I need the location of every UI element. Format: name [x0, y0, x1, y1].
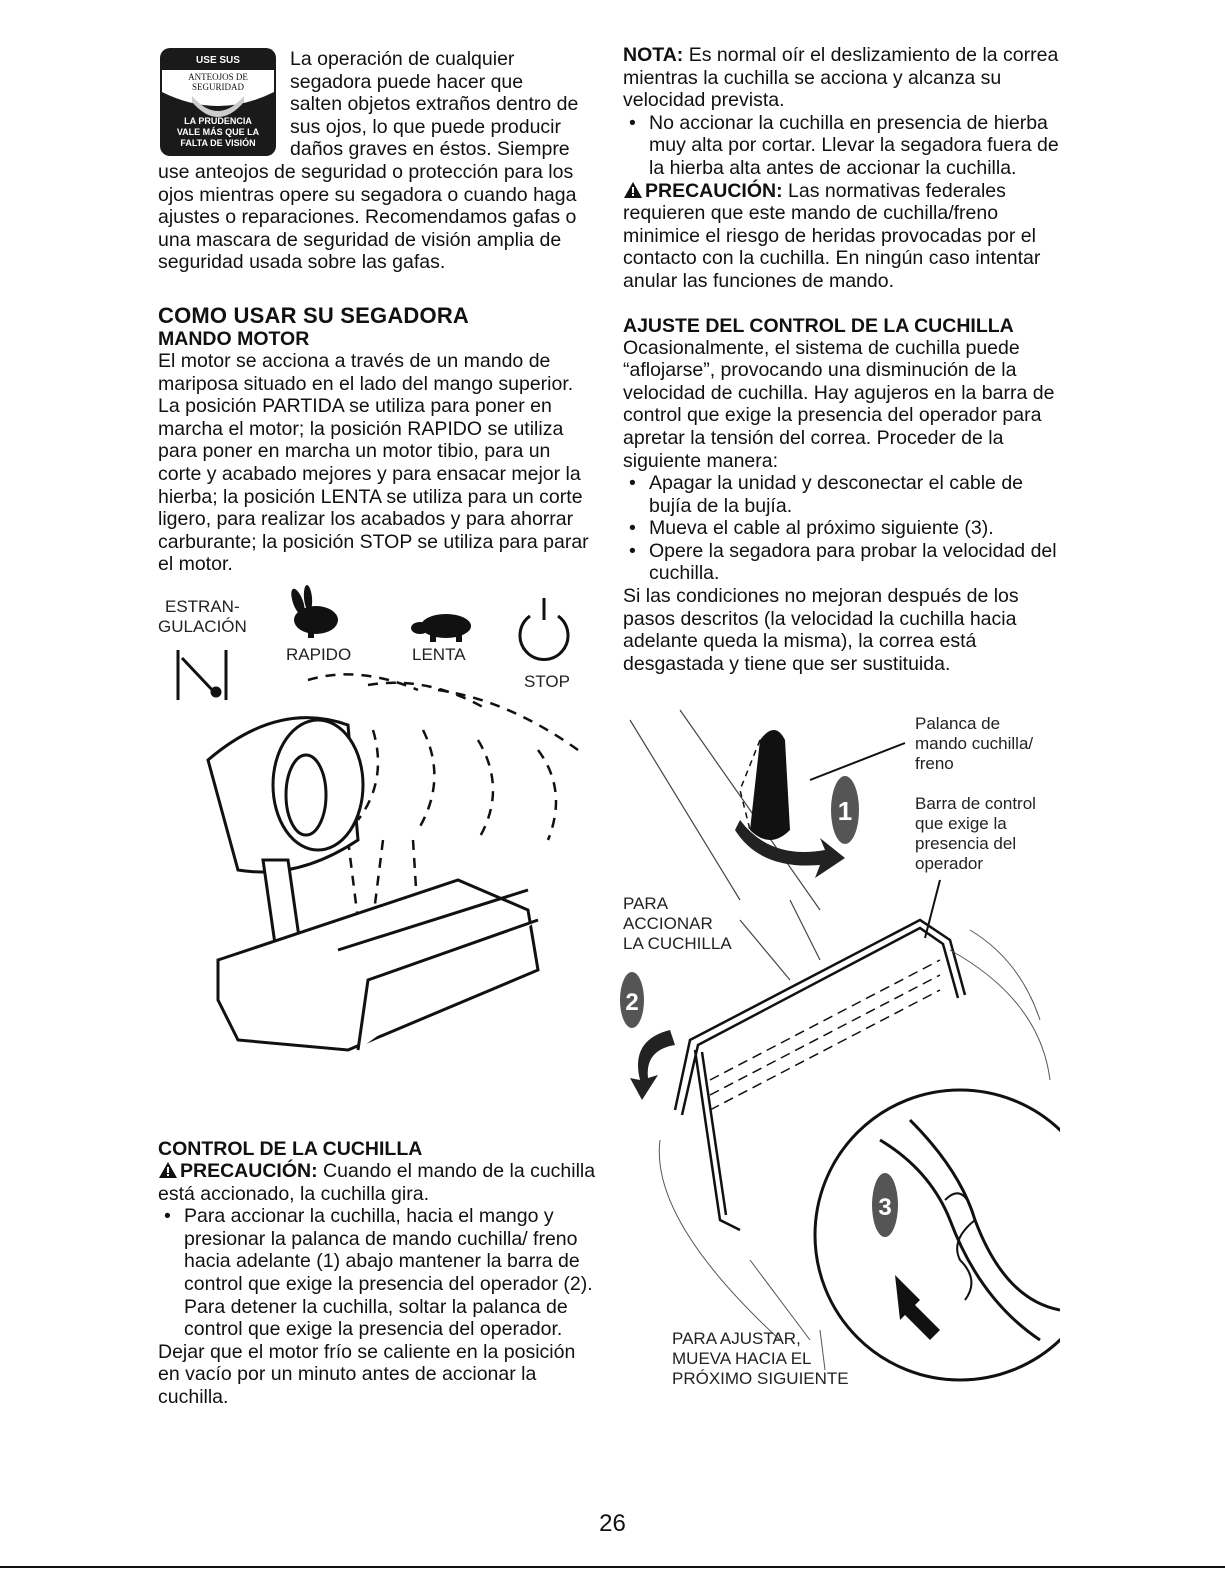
note-paragraph: [623, 44, 1063, 112]
step-2-number: 2: [625, 989, 639, 1016]
badge-top-text: USE SUS: [196, 55, 240, 66]
engage-label-3: LA CUCHILLA: [623, 934, 732, 953]
warning-icon: [158, 1161, 178, 1179]
bar-label-4: operador: [915, 854, 984, 873]
right-caution-paragraph: [623, 180, 1063, 293]
adjust-step-3: • Opere la segadora para probar la velocidad del cuchilla.: [629, 539, 1057, 585]
engage-label-2: ACCIONAR: [623, 914, 713, 933]
engage-label-1: PARA: [623, 894, 669, 913]
right-caution-text: Las normativas federales requieren que este mando de cuchilla/freno minimice el riesgo de heridas provocadas por el contacto con la cuchilla. En ningún caso intentar anular las funciones de mando.: [623, 179, 1041, 292]
bottom-rule: [0, 1566, 1225, 1568]
right-bullet-tall-grass-text: No accionar la cuchilla en presencia de hierba muy alta por cortar. Llevar la segadora fuera de la hierba alta antes de accionar la cuchilla.: [649, 111, 1059, 179]
brake-lever-icon: [740, 730, 790, 840]
lever-label-3: freno: [915, 754, 954, 773]
page-number: 26: [599, 1510, 626, 1537]
intro-line-5: daños graves en éstos. Siempre: [290, 138, 570, 161]
step-1-number: 1: [837, 796, 853, 826]
choke-label-1: ESTRAN-: [165, 597, 240, 616]
left-caution-paragraph: [158, 1160, 598, 1205]
intro-line-4: sus ojos, lo que puede producir: [290, 115, 562, 138]
choke-label-2: GULACIÓN: [158, 617, 247, 636]
note-label: NOTA:: [623, 44, 684, 66]
bar-label-1: Barra de control: [915, 794, 1036, 813]
throttle-lever: [218, 860, 538, 1050]
step-2-badge: [620, 972, 644, 1028]
throttle-knob: [208, 718, 363, 872]
choke-icon: [178, 650, 226, 700]
safety-glasses-badge: [158, 46, 278, 158]
intro-wrap-lines: [290, 48, 610, 161]
intro-line-2: segadora puede hacer que: [290, 70, 524, 93]
intro-line-3: salten objetos extraños dentro de: [290, 93, 579, 116]
note-text: Es normal oír el deslizamiento de la correa mientras la cuchilla se acciona y alcanza su velocidad prevista.: [623, 44, 1059, 112]
right-bullet-tall-grass: • No accionar la cuchilla en presencia de hierba muy alta por cortar. Llevar la segadora fuera de la hierba alta antes de accionar la cuchilla.: [629, 111, 1059, 179]
motor-paragraph: El motor se acciona a través de un mando de mariposa situado en el lado del mango superior. La posición PARTIDA se utiliza para poner en marcha el motor; la posición RAPIDO se utiliza para poner en marcha un motor tibio, para un corte y acabado mejores y para ensacar mejor la hierba; la posición LENTA se utiliza para un corte ligero, para realizar los acabados y para ahorrar carburante; la posición STOP se utiliza para parar el motor.: [158, 349, 589, 576]
adjust-label-1: PARA AJUSTAR,: [672, 1329, 801, 1348]
intro-line-1: La operación de cualquier: [290, 48, 515, 70]
bar-dashes: [710, 960, 940, 1110]
adjust-step-3-text: Opere la segadora para probar la velocidad del cuchilla.: [649, 539, 1057, 585]
adjust-step-1: • Apagar la unidad y desconectar el cable de bujía de la bujía.: [629, 472, 1024, 517]
stop-label: STOP: [524, 672, 570, 691]
stop-power-icon: [520, 598, 568, 659]
throttle-control-figure: [158, 580, 598, 1100]
right-column: [623, 44, 1063, 675]
adjust-step-2: • Mueva el cable al próximo siguiente (3).: [629, 517, 994, 540]
right-caution-label: PRECAUCIÓN:: [645, 179, 783, 202]
left-bullet-1-text: Para accionar la cuchilla, hacia el mango y presionar la palanca de mando cuchilla/ freno hacia adelante (1) abajo mantener la barra de control que exige la presencia del operador (2). Para detener la cuchilla, soltar la palanca de control que exige la presencia del operador.: [184, 1205, 593, 1341]
step-3-number: 3: [878, 1194, 892, 1221]
turtle-icon: [411, 614, 471, 642]
badge-mid2-text: SEGURIDAD: [191, 82, 245, 92]
rabbit-icon: [289, 585, 338, 638]
fast-label: RAPIDO: [286, 645, 352, 664]
adjust-heading: AJUSTE DEL CONTROL DE LA CUCHILLA: [623, 314, 1014, 337]
warning-icon: [623, 181, 643, 199]
zoom-detail-circle: [815, 1090, 1060, 1380]
badge-low2-text: VALE MÁS QUE LA: [176, 127, 260, 137]
bar-label-2: que exige la: [915, 814, 1007, 833]
intro-rest: use anteojos de seguridad o protección para los ojos mientras opere su segadora o cuando haga ajustes o reparaciones. Recomendamos gafas o una mascara de seguridad de visión amplia de seguridad usada sobre las gafas.: [158, 161, 577, 274]
lever-label-1: Palanca de: [915, 714, 1001, 733]
left-caution-label: PRECAUCIÓN:: [180, 1160, 318, 1182]
badge-mid1-text: ANTEOJOS DE: [188, 72, 248, 82]
slow-label: LENTA: [412, 645, 466, 664]
left-bullet-1: • Para accionar la cuchilla, hacia el mango y presionar la palanca de mando cuchilla/ freno hacia adelante (1) abajo mantener la barra de control que exige la presencia del operador (2). Para detener la cuchilla, soltar la palanca de control que exige la presencia del operador.: [164, 1205, 593, 1341]
adjust-label-3: PRÓXIMO SIGUIENTE: [672, 1369, 849, 1388]
adjust-label-2: MUEVA HACIA EL: [672, 1349, 812, 1368]
subsection-heading: MANDO MOTOR: [158, 327, 310, 350]
control-heading: CONTROL DE LA CUCHILLA: [158, 1138, 423, 1160]
section-heading: COMO USAR SU SEGADORA: [158, 302, 469, 328]
left-caution-text: Cuando el mando de la cuchilla está accionado, la cuchilla gira.: [158, 1160, 596, 1205]
step-1-badge: [831, 776, 859, 844]
badge-low1-text: LA PRUDENCIA: [184, 116, 252, 126]
adjust-step-1-text: Apagar la unidad y desconectar el cable de bujía de la bujía.: [649, 472, 1024, 517]
adjust-paragraph: Ocasionalmente, el sistema de cuchilla puede “aflojarse”, provocando una disminución de la velocidad de cuchilla. Hay agujeros en la barra de control que exige la presencia del operador para apretar la tensión del correa. Proceder de la siguiente manera:: [623, 336, 1055, 472]
left-column-top: [158, 161, 598, 576]
badge-low3-text: FALTA DE VISIÓN: [180, 138, 256, 148]
push-bar-arrow-icon: [630, 1030, 675, 1100]
lever-label-2: mando cuchilla/: [915, 734, 1034, 753]
lever-pointer-line: [810, 743, 905, 780]
left-column-bottom: [158, 1138, 598, 1409]
closing-paragraph: Dejar que el motor frío se caliente en la posición en vacío por un minuto antes de accionar la cuchilla.: [158, 1340, 576, 1408]
final-paragraph: Si las condiciones no mejoran después de los pasos descritos (la velocidad la cuchilla hacia adelante queda la misma), la correa está desgastada y tiene que ser sustituida.: [623, 585, 1019, 675]
bar-label-3: presencia del: [915, 834, 1017, 853]
adjust-step-2-text: Mueva el cable al próximo siguiente (3).: [649, 517, 994, 540]
